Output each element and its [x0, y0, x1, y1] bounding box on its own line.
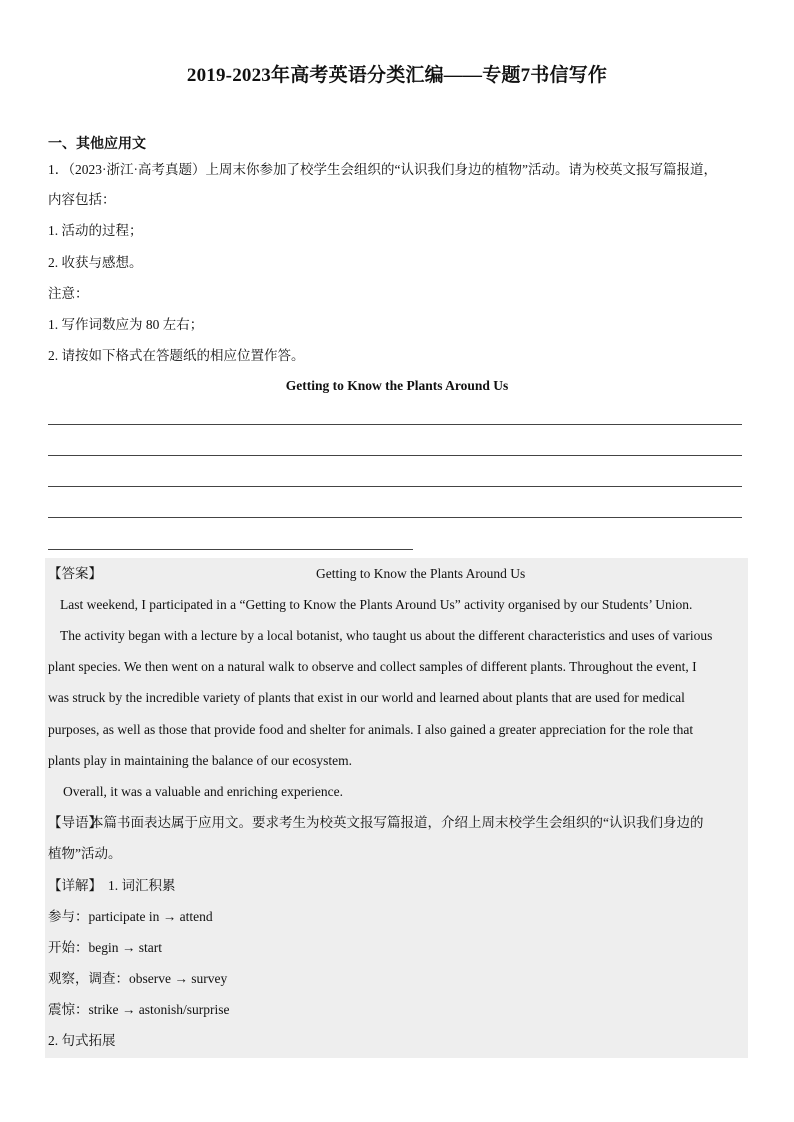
answer-title: Getting to Know the Plants Around Us — [316, 566, 526, 581]
answer-paragraph-2-line-5: plants play in maintaining the balance of our ecosystem. — [48, 753, 353, 768]
note-1: 1. 写作词数应为 80 左右； — [48, 317, 204, 332]
vocab-item: 观察，调查：observe → survey — [48, 971, 228, 986]
answer-line-2 — [48, 455, 742, 456]
section-heading: 一、其他应用文 — [48, 137, 146, 152]
question-line-1: 1．（2023·浙江·高考真题）上周末你参加了校学生会组织的“认识我们身边的植物”活动。请为校英文报写篇报道， — [48, 162, 717, 177]
answer-line-3 — [48, 486, 742, 487]
question-item-1: 1. 活动的过程； — [48, 223, 143, 238]
note-label: 注意： — [48, 286, 89, 301]
vocab-item: 震惊：strike → astonish/surprise — [48, 1002, 230, 1017]
detail-heading-2: 2. 句式拓展 — [48, 1033, 116, 1048]
question-item-2: 2. 收获与感想。 — [48, 255, 143, 270]
page-title: 2019-2023年高考英语分类汇编——专题7书信写作 — [186, 65, 608, 86]
vocab-item: 参与：participate in → attend — [48, 909, 213, 924]
answer-paragraph-3: Overall, it was a valuable and enriching experience. — [63, 784, 343, 799]
guide-label: 【导语】 — [48, 815, 102, 830]
answer-paragraph-1: Last weekend, I participated in a “Getting to Know the Plants Around Us” activity organised by our Students’ Union. — [60, 597, 693, 612]
guide-line-2: 植物”活动。 — [48, 846, 122, 861]
note-2: 2. 请按如下格式在答题纸的相应位置作答。 — [48, 348, 305, 363]
guide-line-1: 本篇书面表达属于应用文。要求考生为校英文报写篇报道，介绍上周末校学生会组织的“认识我们身边的 — [90, 815, 704, 830]
answer-line-5 — [48, 549, 413, 550]
answer-line-1 — [48, 424, 742, 425]
detail-heading-1: 1. 词汇积累 — [108, 878, 176, 893]
answer-panel — [45, 558, 748, 1058]
essay-title: Getting to Know the Plants Around Us — [285, 378, 509, 393]
answer-paragraph-2-line-4: purposes, as well as those that provide food and shelter for animals. I also gained a greater appreciation for the role that — [48, 722, 694, 737]
detail-label: 【详解】 — [48, 878, 102, 893]
question-line-2: 内容包括： — [48, 192, 116, 207]
answer-paragraph-2-line-3: was struck by the incredible variety of plants that exist in our world and learned about plants that are used for medical — [48, 690, 685, 705]
answer-paragraph-2-line-1: The activity began with a lecture by a local botanist, who taught us about the different characteristics and uses of various — [60, 628, 713, 643]
vocab-item: 开始：begin → start — [48, 940, 162, 955]
answer-paragraph-2-line-2: plant species. We then went on a natural walk to observe and collect samples of different plants. Throughout the event, I — [48, 659, 697, 674]
answer-label: 【答案】 — [48, 566, 102, 581]
answer-line-4 — [48, 517, 742, 518]
